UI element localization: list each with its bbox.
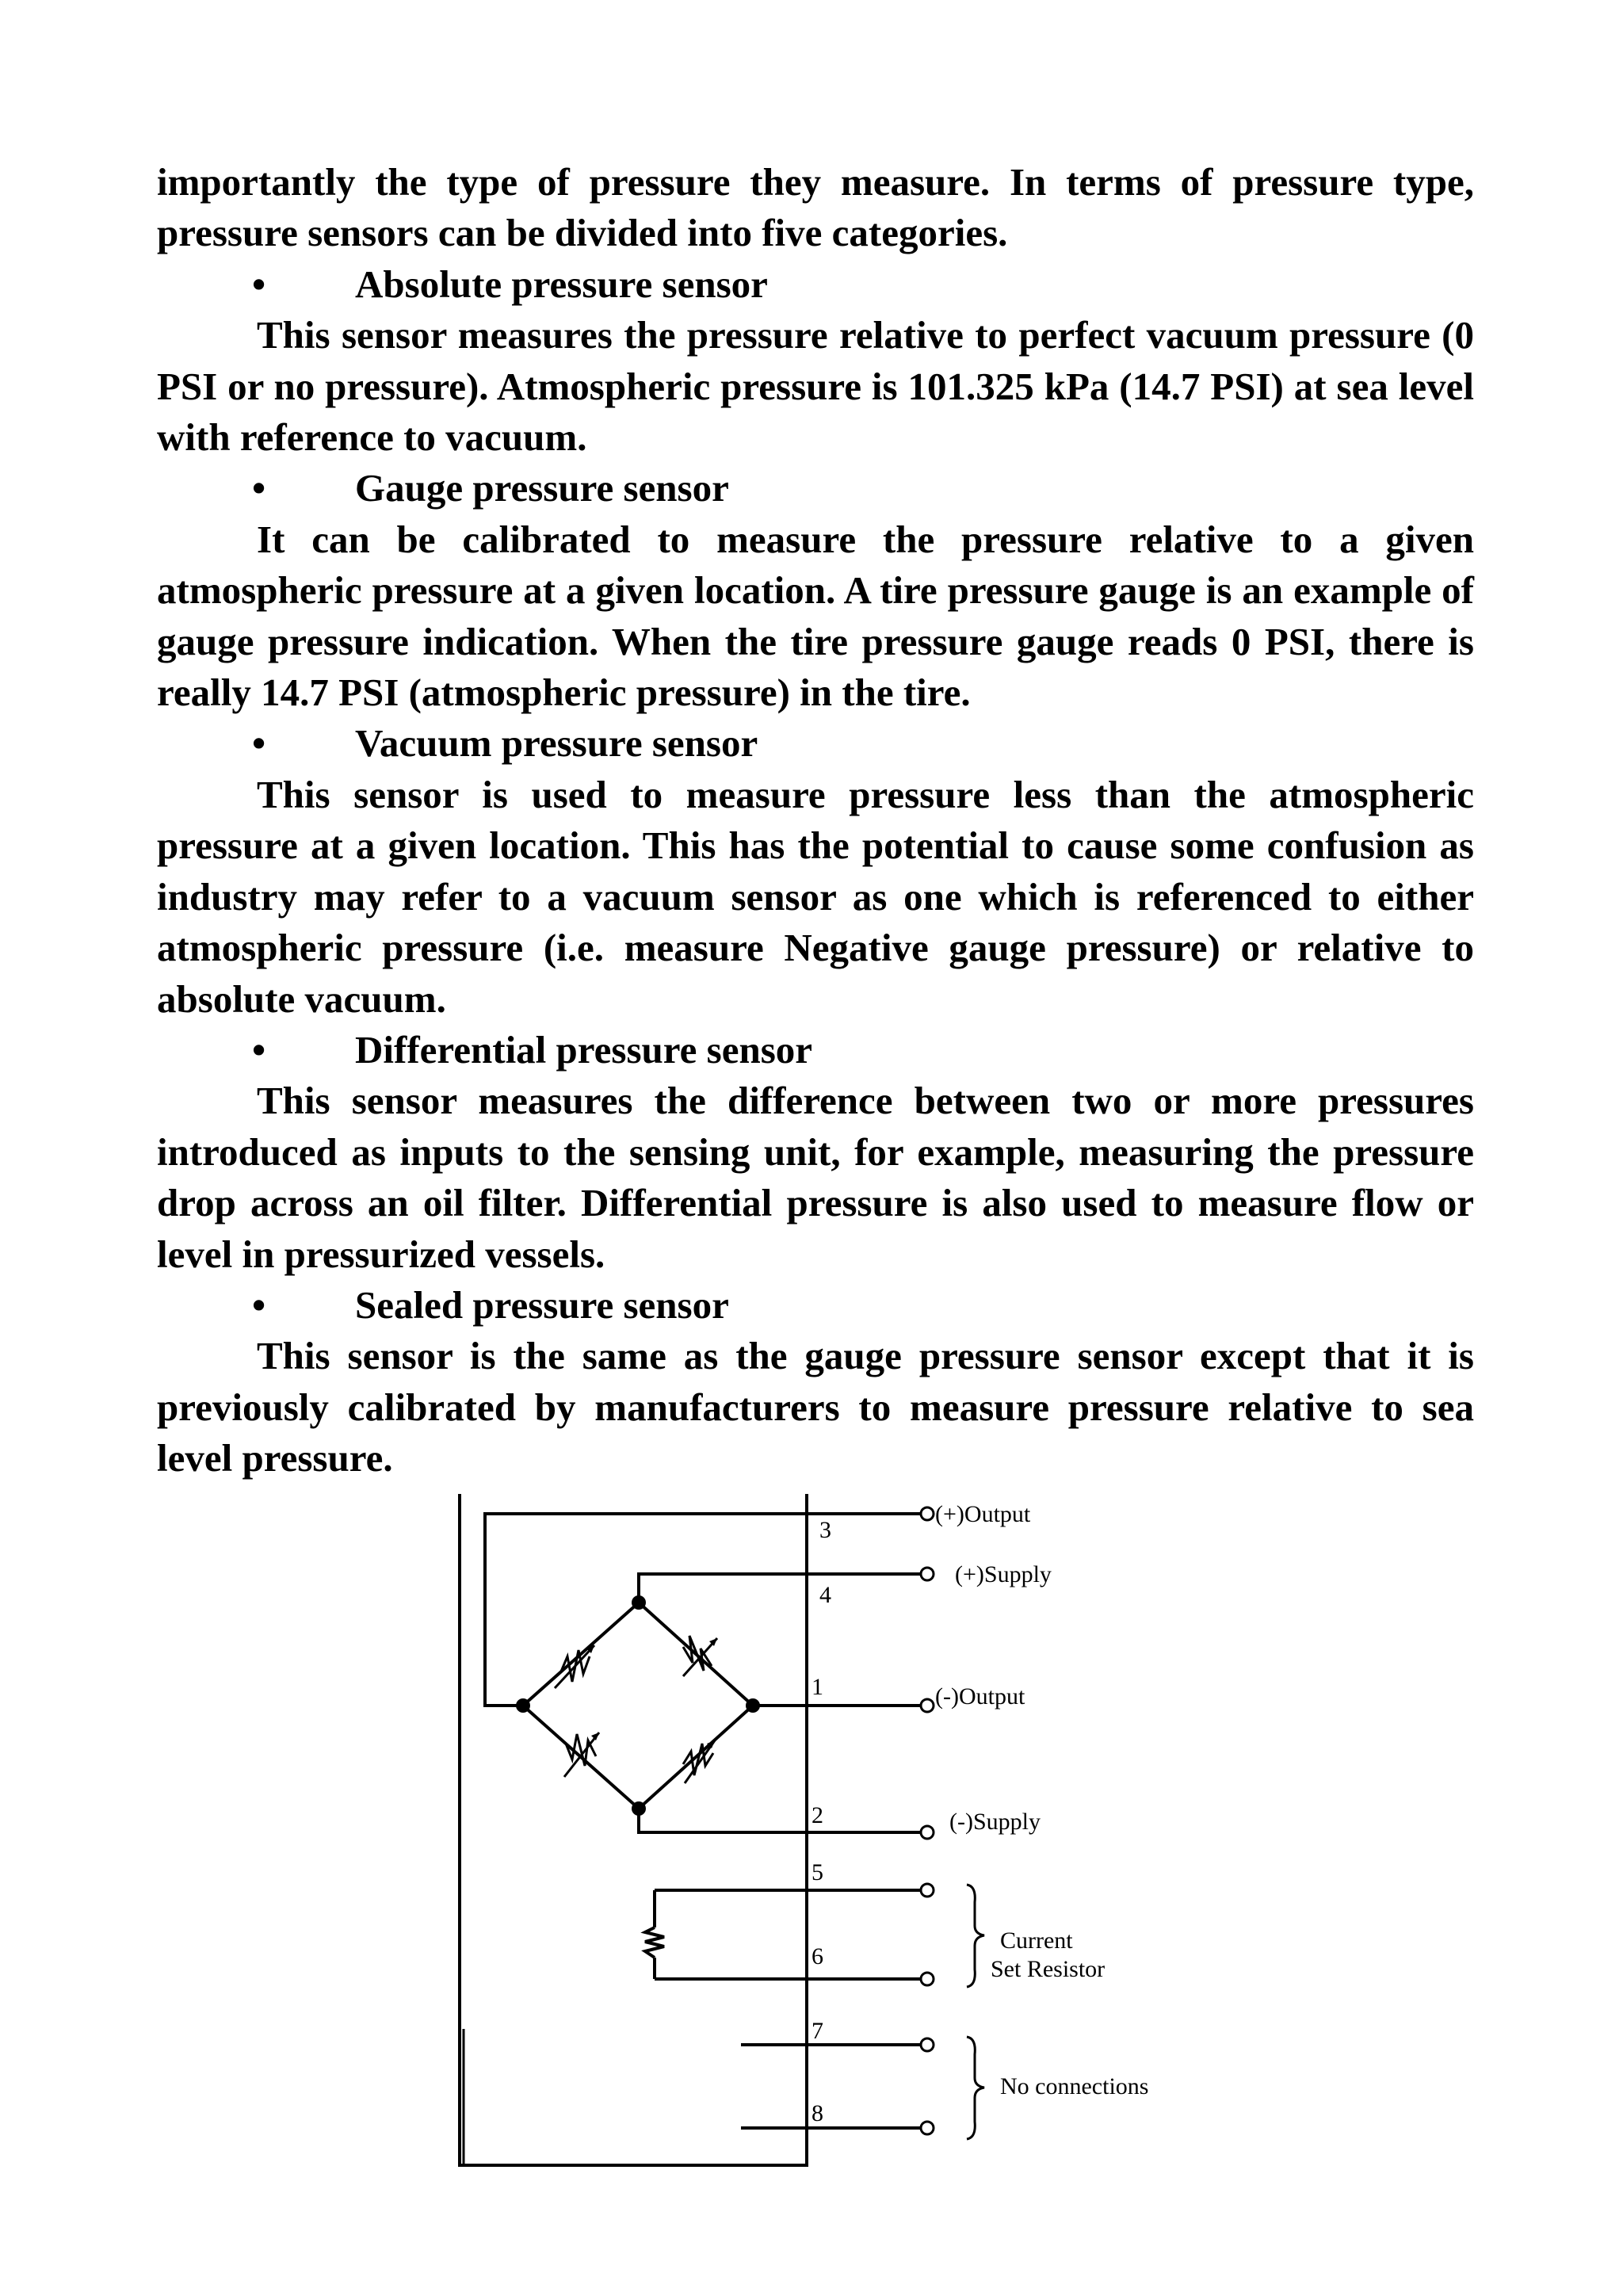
wire-pos-output	[485, 1514, 922, 1706]
pin-4-label: 4	[819, 1582, 831, 1608]
neg-output-label: (-)Output	[935, 1683, 1025, 1710]
bullet-icon: •	[252, 466, 266, 510]
node-right	[746, 1698, 760, 1713]
pin-6-label: 6	[812, 1943, 823, 1969]
arrow-top-left-icon	[555, 1645, 594, 1688]
terminal-pos-supply	[921, 1568, 934, 1580]
bullet-icon: •	[252, 721, 266, 766]
sealed-paragraph: This sensor is the same as the gauge pressure sensor except that it is previously calibrated by manufacturers to measure pressure relative to sea level pressure.	[157, 1334, 1474, 1480]
node-bottom	[632, 1801, 646, 1816]
absolute-paragraph: This sensor measures the pressure relative to perfect vacuum pressure (0 PSI or no pressure). Atmospheric pressure is 101.325 kPa (14.7 PSI) at sea level with reference to vacuum.	[157, 313, 1474, 460]
bullet-icon: •	[252, 262, 266, 306]
resistor-bottom-left-icon	[566, 1734, 596, 1766]
terminal-pin8	[921, 2122, 934, 2134]
brace-no-connections	[967, 2037, 984, 2139]
node-left	[516, 1698, 530, 1713]
package-outline	[460, 1494, 807, 2165]
gauge-heading: Gauge pressure sensor	[355, 466, 729, 510]
bullet-icon: •	[252, 1027, 266, 1072]
node-top	[632, 1595, 646, 1610]
differential-paragraph: This sensor measures the difference between two or more pressures introduced as inputs to the sensing unit, for example, measuring the pressure drop across an oil filter. Differential pressure is also used to measure flow or level in pressurized vessels.	[157, 1079, 1474, 1276]
wheatstone-bridge	[523, 1603, 753, 1809]
pin-5-label: 5	[812, 1859, 823, 1885]
terminal-pos-output	[921, 1507, 934, 1520]
vacuum-paragraph: This sensor is used to measure pressure less than the atmospheric pressure at a given location. This has the potential to cause some confusion as industry may refer to a vacuum sensor as one which is referenced to either atmospheric pressure (i.e. measure Negative gauge pressure) or relative to absolute vacuum.	[157, 772, 1474, 1021]
set-resistor-icon	[645, 1927, 664, 1958]
differential-heading: Differential pressure sensor	[355, 1027, 813, 1072]
current-label: Current	[1000, 1927, 1073, 1954]
pin-2-label: 2	[812, 1802, 823, 1828]
wire-pos-supply	[639, 1574, 922, 1603]
terminal-neg-supply	[921, 1826, 934, 1839]
gauge-paragraph: It can be calibrated to measure the pressure relative to a given atmospheric pressure at a given location. A tire pressure gauge is an example of gauge pressure indication. When the tire pressure gauge reads 0 PSI, there is really 14.7 PSI (atmospheric pressure) in the tire.	[157, 517, 1474, 715]
pos-supply-label: (+)Supply	[955, 1561, 1052, 1587]
sealed-heading: Sealed pressure sensor	[355, 1282, 729, 1327]
pin-1-label: 1	[812, 1674, 823, 1700]
set-resistor-label: Set Resistor	[991, 1956, 1106, 1982]
terminal-pin6	[921, 1973, 934, 1985]
pos-output-label: (+)Output	[935, 1501, 1031, 1527]
pin-8-label: 8	[812, 2100, 823, 2126]
bullet-icon: •	[252, 1282, 266, 1327]
terminal-neg-output	[921, 1699, 934, 1712]
brace-current	[967, 1885, 984, 1987]
pin-7-label: 7	[812, 2018, 823, 2044]
intro-paragraph: importantly the type of pressure they measure. In terms of pressure type, pressure sensors can be divided into five categories.	[157, 160, 1474, 255]
pin-3-label: 3	[819, 1517, 831, 1543]
neg-supply-label: (-)Supply	[949, 1809, 1041, 1835]
no-connections-label: No connections	[1000, 2073, 1149, 2099]
wire-neg-supply	[639, 1809, 922, 1832]
absolute-heading: Absolute pressure sensor	[355, 262, 768, 306]
terminal-pin7	[921, 2038, 934, 2051]
vacuum-heading: Vacuum pressure sensor	[355, 721, 758, 766]
terminal-pin5	[921, 1884, 934, 1897]
